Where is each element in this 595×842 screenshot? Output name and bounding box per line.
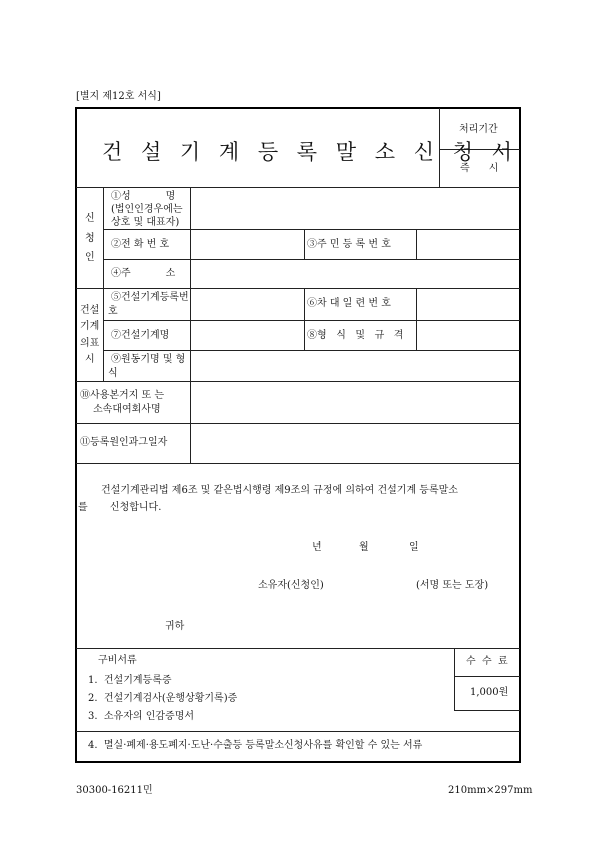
address-label: ④주 소 bbox=[111, 268, 176, 279]
row-line bbox=[103, 320, 520, 321]
equipment-name-field[interactable] bbox=[192, 322, 302, 349]
date-month: 월 bbox=[359, 542, 369, 553]
fee-divider bbox=[454, 648, 455, 710]
phone-label: ②전 화 번 호 bbox=[111, 239, 170, 250]
cancel-reason-field[interactable] bbox=[192, 425, 518, 462]
fee-value: 1,000원 bbox=[470, 687, 509, 698]
cancel-reason-label: ⑪등록원인과그일자 bbox=[80, 437, 168, 448]
location-label: 소속대여회사명 bbox=[93, 404, 161, 415]
reg-number-field[interactable] bbox=[192, 290, 302, 319]
name-field[interactable] bbox=[192, 189, 518, 227]
row-line bbox=[76, 288, 520, 289]
docs-divider bbox=[76, 731, 520, 732]
engine-label: ⑨원동기명 및 형 bbox=[111, 354, 186, 365]
spec-field[interactable] bbox=[418, 322, 518, 349]
location-label: ⑩사용본거지 또 는 bbox=[80, 390, 164, 401]
documents-item: 2. 건설기계검사(운행상황기록)증 bbox=[88, 693, 238, 704]
row-line bbox=[103, 259, 520, 260]
date-year: 년 bbox=[312, 542, 322, 553]
engine-field[interactable] bbox=[192, 352, 518, 380]
equipment-group-label: 시 bbox=[85, 354, 95, 365]
group-col-divider bbox=[103, 187, 104, 381]
equipment-name-label: ⑦건설기계명 bbox=[111, 330, 170, 341]
name-sublabel: (법인인경우에는 bbox=[111, 204, 183, 215]
applicant-group-label: 인 bbox=[85, 252, 95, 263]
documents-header: 구비서류 bbox=[98, 655, 137, 666]
processing-period-value: 즉 시 bbox=[460, 163, 499, 174]
table-border-top bbox=[75, 107, 521, 109]
row-line bbox=[76, 381, 520, 382]
table-border-bottom bbox=[75, 761, 521, 763]
pair-divider-2 bbox=[416, 229, 417, 259]
declaration-text: 건설기계관리법 제6조 및 같은법시행령 제9조의 규정에 의하여 건설기계 등록말소 bbox=[101, 485, 458, 496]
spec-label: ⑧형 식 및 규 격 bbox=[307, 330, 404, 341]
processing-period-label: 처리기간 bbox=[459, 124, 498, 135]
row-line bbox=[76, 187, 520, 188]
rrn-label: ③주 민 등 록 번 호 bbox=[307, 239, 391, 250]
row-line bbox=[103, 229, 520, 230]
row-line bbox=[76, 423, 520, 424]
table-border-right bbox=[519, 107, 521, 763]
row-line bbox=[76, 463, 520, 464]
pair-divider-3 bbox=[304, 288, 305, 350]
date-day: 일 bbox=[409, 542, 419, 553]
documents-item: 3. 소유자의 인감증명서 bbox=[88, 711, 195, 722]
body-serial-field[interactable] bbox=[418, 290, 518, 319]
documents-item: 1. 건설기계등록증 bbox=[88, 675, 172, 686]
engine-label: 식 bbox=[108, 368, 118, 379]
equipment-group-label: 기계 bbox=[80, 321, 100, 332]
phone-field[interactable] bbox=[192, 231, 302, 258]
equipment-group-label: 의표 bbox=[80, 338, 100, 349]
pair-divider-1 bbox=[304, 229, 305, 259]
pair-divider-4 bbox=[416, 288, 417, 350]
rrn-field[interactable] bbox=[418, 231, 518, 258]
name-label: ①성 명 bbox=[111, 191, 176, 202]
form-number: [별지 제12호 서식] bbox=[76, 91, 161, 102]
page-title: 건 설 기 계 등 록 말 소 신 청 서 bbox=[102, 140, 518, 164]
fee-label: 수 수 료 bbox=[466, 656, 508, 667]
fee-line bbox=[454, 710, 520, 711]
row-line bbox=[103, 350, 520, 351]
fee-line bbox=[454, 676, 520, 677]
form-code: 30300-16211민 bbox=[76, 785, 153, 796]
equipment-group-label: 건설 bbox=[80, 305, 100, 316]
declaration-text: 를 신청합니다. bbox=[78, 502, 162, 513]
owner-label: 소유자(신청인) bbox=[258, 580, 324, 591]
table-border-left bbox=[75, 107, 77, 763]
reg-number-label: 호 bbox=[108, 306, 118, 317]
signature-label: (서명 또는 도장) bbox=[416, 580, 489, 591]
addressee: 귀하 bbox=[165, 621, 185, 632]
reg-number-label: ⑤건설기계등록번 bbox=[111, 292, 189, 303]
applicant-group-label: 청 bbox=[85, 233, 95, 244]
body-serial-label: ⑥차 대 일 련 번 호 bbox=[307, 298, 391, 309]
address-field[interactable] bbox=[192, 261, 518, 287]
documents-item: 4. 멸실·폐제·용도폐지·도난·수출등 등록말소신청사유를 확인할 수 있는 서류 bbox=[88, 740, 423, 751]
paper-size: 210mm×297mm bbox=[448, 785, 533, 796]
name-sublabel: 상호 및 대표자) bbox=[111, 217, 180, 228]
location-field[interactable] bbox=[192, 383, 518, 422]
applicant-group-label: 신 bbox=[85, 213, 95, 224]
